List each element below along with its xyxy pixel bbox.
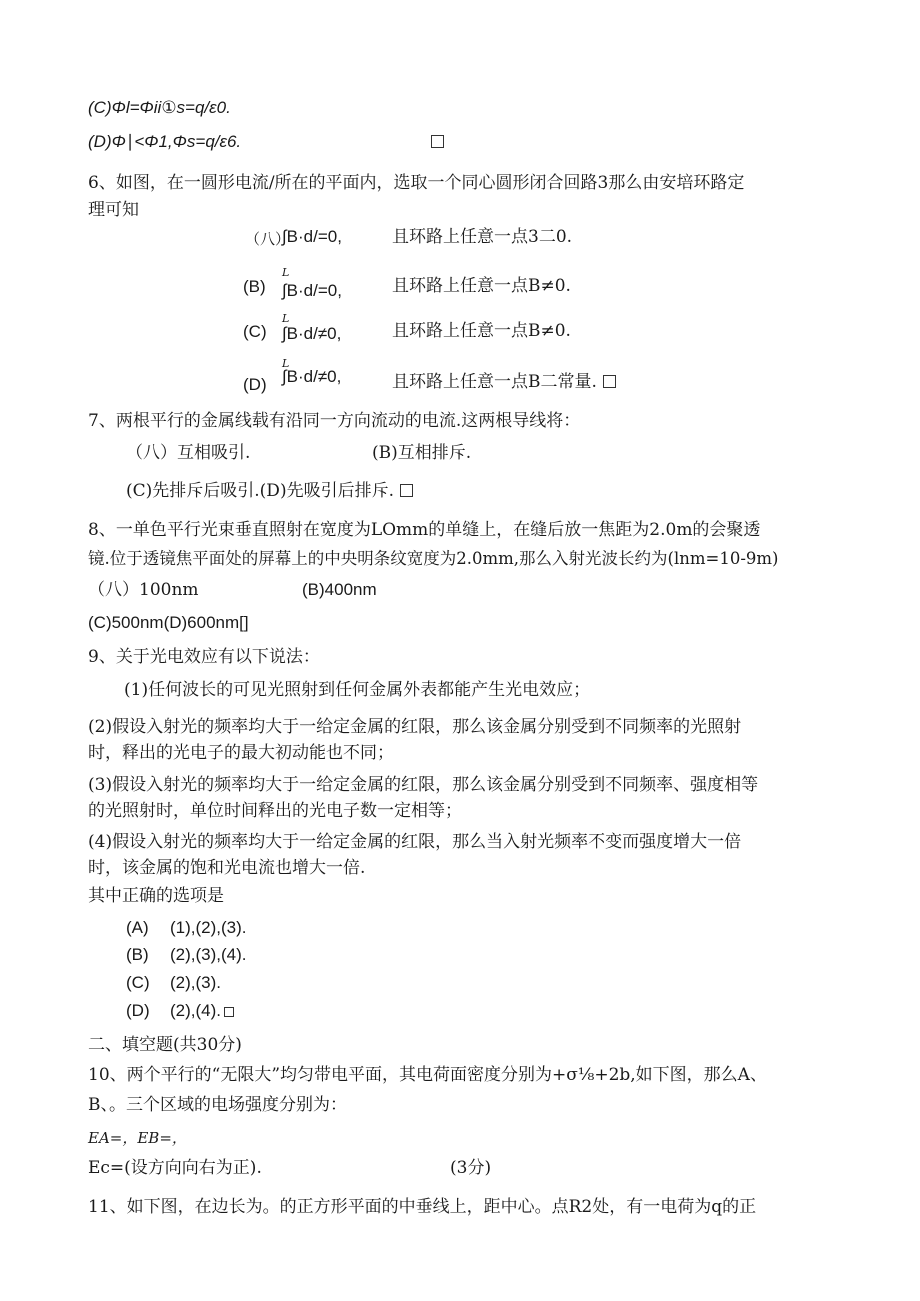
q10-score: (3分) (450, 1158, 492, 1178)
q10-blank-ea-eb: EA=，EB=， (88, 1129, 187, 1147)
q5-option-c: (C)Φl=Φii①s=q/ε0. (88, 98, 231, 117)
integral-l-label-b: L (282, 266, 290, 279)
q5-option-d-text: (D)Φ∣<Φ1,Φs=q/ε6. (88, 132, 242, 151)
q9-statement-3-line2: 的光照射时，单位时间释出的光电子数一定相等； (88, 801, 462, 821)
answer-box-icon (431, 135, 444, 148)
q6-option-d-text: 且环路上任意一点B二常量. (392, 372, 597, 392)
q6-option-c-text: 且环路上任意一点B≠0. (392, 321, 571, 341)
integral-l-label-c: L (282, 312, 290, 325)
q6-option-a-math: ∫B·d/=0, (282, 227, 342, 246)
q11-stem: 11、如下图，在边长为。的正方形平面的中垂线上，距中心。点R2处，有一电荷为q的正 (88, 1197, 757, 1217)
q6-option-b-math: ∫B·d/=0, (282, 281, 342, 300)
q9-option-a-label: (A) (126, 918, 149, 937)
q7-option-b: (B)互相排斥. (372, 443, 472, 463)
q6-option-b-label: (B) (243, 277, 266, 296)
q6-stem-line1: 6、如图，在一圆形电流/所在的平面内，选取一个同心圆形闭合回路3那么由安培环路定 (88, 173, 745, 193)
q7-option-cd (126, 480, 413, 502)
q9-option-c-text: (2),(3). (170, 973, 221, 992)
q10-stem-line2: B、。三个区域的电场强度分别为： (88, 1095, 347, 1115)
q6-option-c-label: (C) (243, 322, 267, 341)
q6-option-a-label: （八） (245, 230, 291, 248)
q9-stem: 9、关于光电效应有以下说法： (88, 647, 320, 667)
q10-blank-ec: Ec=(设方向向右为正). (88, 1158, 262, 1178)
q7-stem: 7、两根平行的金属线载有沿同一方向流动的电流.这两根导线将： (88, 411, 581, 431)
q8-stem-line2: 镜.位于透镜焦平面处的屏幕上的中央明条纹宽度为2.0mm,那么入射光波长约为(lnm=10-9m) (88, 549, 779, 568)
q9-option-b (126, 944, 247, 966)
q9-option-d (126, 1000, 234, 1022)
q8-stem-line1: 8、一单色平行光束垂直照射在宽度为LOmm的单缝上，在缝后放一焦距为2.0m的会聚透 (88, 520, 761, 540)
q6-option-a-text: 且环路上任意一点3二0. (392, 227, 573, 247)
q9-statement-2-line1: (2)假设入射光的频率均大于一给定金属的红限，那么该金属分别受到不同频率的光照射 (88, 717, 742, 737)
q6-option-b-text: 且环路上任意一点B≠0. (392, 276, 571, 296)
q7-option-cd-text: (C)先排斥后吸引.(D)先吸引后排斥. (126, 481, 394, 501)
q9-option-d-text: (2),(4). (170, 1001, 221, 1020)
q6-option-d-label: (D) (243, 375, 267, 394)
q8-option-b: (B)400nm (302, 580, 377, 599)
q9-option-b-text: (2),(3),(4). (170, 945, 247, 964)
q7-option-a: （八）互相吸引. (126, 443, 251, 463)
answer-box-icon (603, 375, 616, 388)
q9-option-a (126, 917, 247, 939)
q9-statement-1: (1)任何波长的可见光照射到任何金属外表都能产生光电效应； (124, 680, 591, 700)
integral-l-label-d: L (282, 357, 290, 370)
q9-option-c (126, 972, 221, 994)
q9-statement-4-line1: (4)假设入射光的频率均大于一给定金属的红限，那么当入射光频率不变而强度增大一倍 (88, 832, 742, 852)
q8-option-a: （八）100nm (88, 580, 199, 600)
q9-ask: 其中正确的选项是 (88, 886, 224, 906)
q8-option-cd: (C)500nm(D)600nm[] (88, 613, 249, 632)
section-2-heading: 二、填空题(共30分) (88, 1035, 242, 1055)
q6-option-c-math: ∫B·d/≠0, (282, 324, 342, 343)
q6-option-d (392, 371, 616, 393)
answer-box-icon (224, 1007, 234, 1017)
q6-stem-line2: 理可知 (88, 200, 139, 220)
q5-option-d (88, 131, 444, 153)
q6-option-d-math: ∫B·d/≠0, (282, 367, 342, 386)
q9-option-c-label: (C) (126, 973, 150, 992)
q9-statement-3-line1: (3)假设入射光的频率均大于一给定金属的红限，那么该金属分别受到不同频率、强度相等 (88, 775, 759, 795)
q9-option-d-label: (D) (126, 1001, 150, 1020)
answer-box-icon (400, 484, 413, 497)
q9-statement-2-line2: 时，释出的光电子的最大初动能也不同； (88, 743, 394, 763)
q10-stem-line1: 10、两个平行的“无限大”均匀带电平面，其电荷面密度分别为+σ⅛+2b,如下图，那么A、 (88, 1065, 767, 1085)
q9-option-b-label: (B) (126, 945, 149, 964)
q9-option-a-text: (1),(2),(3). (170, 918, 247, 937)
q9-statement-4-line2: 时，该金属的饱和光电流也增大一倍. (88, 858, 366, 878)
